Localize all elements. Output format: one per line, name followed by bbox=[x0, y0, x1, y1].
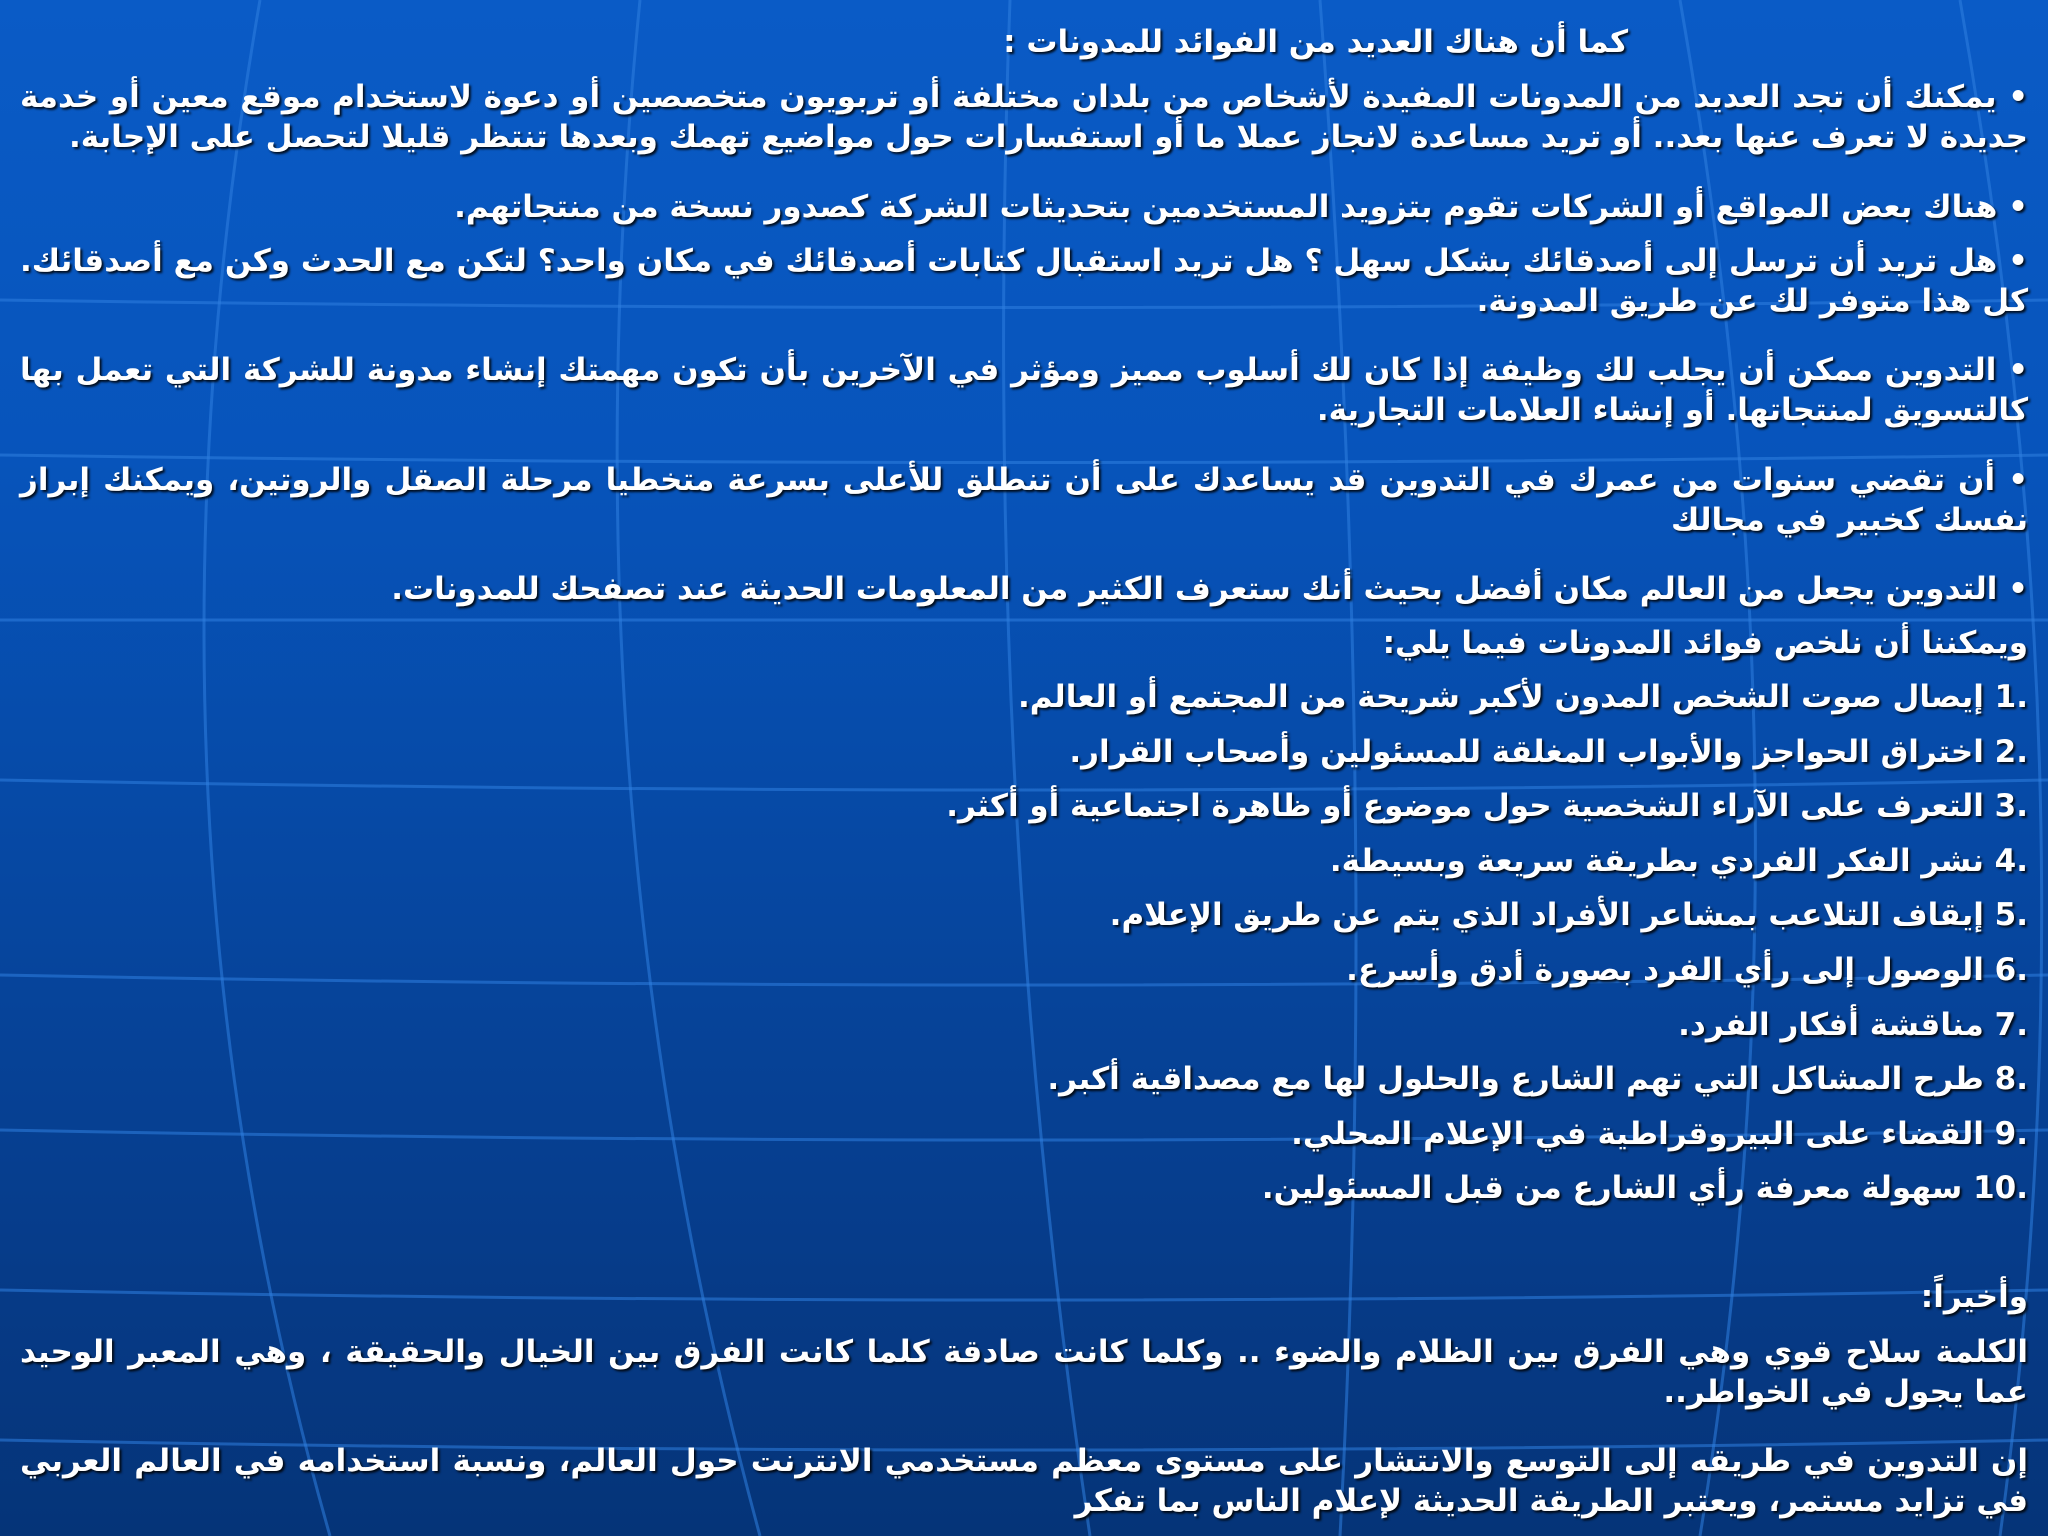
intro-heading: كما أن هناك العديد من الفوائد للمدونات : bbox=[1003, 24, 1628, 60]
bullet-item: • التدوين ممكن أن يجلب لك وظيفة إذا كان لك أسلوب مميز ومؤثر في الآخرين بأن تكون مهمتك إنشاء مدونة للشركة التي تعمل بها كالتسويق لمنتجاتها. أو إنشاء العلامات التجارية. bbox=[20, 350, 2028, 431]
list-number: 1. bbox=[1994, 679, 2028, 715]
list-item bbox=[946, 786, 2028, 826]
list-item bbox=[1330, 841, 2028, 881]
list-text: مناقشة أفكار الفرد. bbox=[1678, 1007, 1984, 1043]
list-text: إيصال صوت الشخص المدون لأكبر شريحة من المجتمع أو العالم. bbox=[1017, 679, 1984, 715]
list-text: طرح المشاكل التي تهم الشارع والحلول لها مع مصداقية أكبر. bbox=[1047, 1061, 1984, 1097]
bullet-item: • يمكنك أن تجد العديد من المدونات المفيدة لأشخاص من بلدان مختلفة أو تربويون متخصصين أو دعوة لاستخدام موقع معين أو خدمة جديدة لا تعرف عنها بعد.. أو تريد مساعدة لانجاز عملا ما أو استفسارات حول مواضيع تهمك وبعدها تنتظر قليلا لتحصل على الإجابة. bbox=[20, 77, 2028, 158]
list-item bbox=[1018, 677, 2028, 717]
list-number: 6. bbox=[1994, 952, 2028, 988]
list-item bbox=[1291, 1114, 2028, 1154]
list-text: القضاء على البيروقراطية في الإعلام المحلي. bbox=[1291, 1116, 1984, 1152]
list-text: سهولة معرفة رأي الشارع من قبل المسئولين. bbox=[1261, 1170, 1963, 1206]
list-item bbox=[1047, 1059, 2028, 1099]
list-number: 10. bbox=[1973, 1170, 2028, 1206]
closing-paragraph: إن التدوين في طريقه إلى التوسع والانتشار على مستوى معظم مستخدمي الانترنت حول العالم، ونسبة استخدامه في العالم العربي في تزايد مستمر، ويعتبر الطريقة الحديثة لإعلام الناس بما تفكر bbox=[20, 1443, 2028, 1520]
list-item bbox=[1346, 950, 2028, 990]
list-number: 5. bbox=[1994, 897, 2028, 933]
list-number: 4. bbox=[1994, 843, 2028, 879]
bullet-item: • التدوين يجعل من العالم مكان أفضل بحيث أنك ستعرف الكثير من المعلومات الحديثة عند تصفحك للمدونات. bbox=[391, 569, 2028, 609]
summary-intro: ويمكننا أن نلخص فوائد المدونات فيما يلي: bbox=[1382, 625, 2028, 661]
list-item bbox=[1262, 1168, 2028, 1208]
list-text: التعرف على الآراء الشخصية حول موضوع أو ظاهرة اجتماعية أو أكثر. bbox=[946, 788, 1984, 824]
list-number: 3. bbox=[1994, 788, 2028, 824]
list-text: اختراق الحواجز والأبواب المغلقة للمسئولين وأصحاب القرار. bbox=[1069, 734, 1984, 770]
bullet-item: • هل تريد أن ترسل إلى أصدقائك بشكل سهل ؟ هل تريد استقبال كتابات أصدقائك في مكان واحد؟ لتكن مع الحدث وكن مع أصدقائك. كل هذا متوفر لك عن طريق المدونة. bbox=[20, 241, 2028, 322]
list-number: 8. bbox=[1994, 1061, 2028, 1097]
list-text: نشر الفكر الفردي بطريقة سريعة وبسيطة. bbox=[1329, 843, 1984, 879]
list-item bbox=[1069, 732, 2028, 772]
list-item bbox=[1678, 1005, 2028, 1045]
closing-paragraph: الكلمة سلاح قوي وهي الفرق بين الظلام والضوء .. وكلما كانت صادقة كلما كانت الفرق بين الخيال والحقيقة ، وهي المعبر الوحيد عما يجول في الخواطر.. bbox=[20, 1334, 2028, 1411]
finally-label: وأخيراً: bbox=[1920, 1279, 2028, 1315]
list-item bbox=[1110, 895, 2028, 935]
list-number: 9. bbox=[1994, 1116, 2028, 1152]
list-number: 7. bbox=[1994, 1007, 2028, 1043]
list-number: 2. bbox=[1994, 734, 2028, 770]
bullet-item: • هناك بعض المواقع أو الشركات تقوم بتزويد المستخدمين بتحديثات الشركة كصدور نسخة من منتجاتهم. bbox=[454, 187, 2028, 227]
list-text: إيقاف التلاعب بمشاعر الأفراد الذي يتم عن طريق الإعلام. bbox=[1109, 897, 1984, 933]
list-text: الوصول إلى رأي الفرد بصورة أدق وأسرع. bbox=[1346, 952, 1984, 988]
bullet-item: • أن تقضي سنوات من عمرك في التدوين قد يساعدك على أن تنطلق للأعلى بسرعة متخطيا مرحلة الصقل والروتين، ويمكنك إبراز نفسك كخبير في مجالك bbox=[20, 460, 2028, 541]
